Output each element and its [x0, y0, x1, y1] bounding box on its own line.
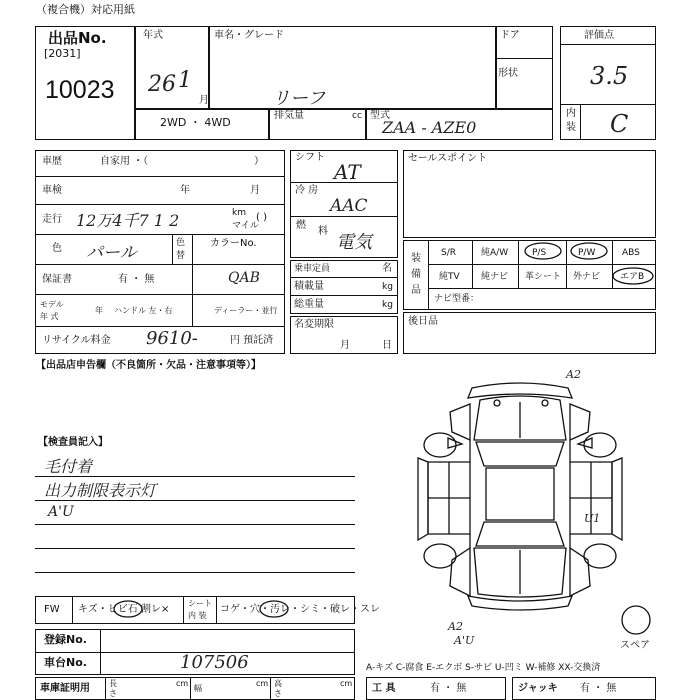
damage-legend: A-キズ C-腐食 E-エクボ S-サビ U-凹ミ W-補修 XX-交換済: [366, 663, 601, 673]
color-change-label-2: 替: [176, 251, 186, 261]
weight-unit: kg: [382, 300, 393, 310]
door-label: ドア: [500, 30, 520, 41]
warranty-label: 保証書: [42, 274, 72, 285]
model-value: ZAA - AZE0: [382, 118, 477, 137]
inspector-line-3: A'U: [48, 504, 74, 520]
year-label: 年式: [143, 30, 163, 41]
inspector-line-2: 出力制限表示灯: [44, 481, 157, 500]
tools-options: 有 ・ 無: [430, 683, 467, 694]
equip-alloy-wheel: 純A/W: [481, 248, 509, 258]
fuel-label-1: 燃: [296, 220, 306, 231]
name-value: リーフ: [272, 88, 326, 109]
recycle-value: 9610-: [146, 328, 198, 349]
seller-notes-label: 【出品店申告欄（不良箇所・欠品・注意事項等）】: [36, 360, 261, 371]
lot-label: 出品No.: [48, 29, 107, 47]
load-unit: kg: [382, 282, 393, 292]
tools-label: 工 具: [372, 683, 396, 694]
reg-close: ）: [254, 156, 264, 167]
color-no-label: カラーNo.: [210, 238, 257, 249]
inspection-month-unit: 月: [250, 185, 260, 196]
length-label-2: さ: [109, 689, 117, 698]
warranty-options: 有 ・ 無: [118, 274, 155, 285]
inspector-label: 【検査員記入】: [38, 437, 108, 448]
shift-label: シフト: [295, 152, 325, 163]
weight-label: 総重量: [294, 299, 324, 310]
equip-ext-navi: 外ナビ: [573, 272, 601, 282]
cc-label: cc: [352, 111, 362, 121]
color-label: 色: [52, 243, 62, 254]
sheet-label-1: シート: [188, 599, 212, 608]
paper-note: （複合機）対応用紙: [36, 3, 135, 16]
history-box: [35, 150, 285, 354]
length-cm: cm: [176, 679, 189, 688]
lot-number: 10023: [45, 76, 115, 104]
equip-leather-seat: 革シート: [525, 272, 562, 282]
equipment-label-2: 備: [411, 269, 421, 280]
month-value: 1: [178, 68, 192, 93]
chassis-label: 車台No.: [44, 656, 87, 669]
diagram-mark-front: A2: [566, 368, 581, 381]
equip-navi: 純ナビ: [481, 272, 509, 282]
mileage-paren: ( ): [256, 212, 267, 223]
shape-label: 形状: [498, 68, 518, 79]
recycle-label: リサイクル料金: [42, 335, 111, 346]
interior-value: C: [610, 110, 629, 138]
reg-value: 自家用 ・（: [100, 156, 149, 167]
interior-label-1: 内: [566, 108, 576, 119]
diagram-mark-side: U1: [584, 512, 601, 525]
width-label: 幅: [194, 684, 202, 693]
chassis-value: 107506: [180, 652, 249, 673]
sales-label: セールスポイント: [408, 153, 488, 164]
deadline-month: 月: [340, 340, 350, 351]
ac-value: AAC: [330, 196, 368, 216]
deadline-label: 名変期限: [294, 319, 334, 330]
drive-label: 2WD ・ 4WD: [160, 116, 231, 129]
mile-label: マイル: [232, 221, 259, 231]
sheet-label-2: 内 装: [188, 611, 207, 620]
sheet-items: コゲ・穴・汚レ・シミ・破レ・スレ: [220, 604, 380, 615]
color-value: パール: [86, 243, 137, 263]
reg-no-label: 登録No.: [44, 633, 87, 646]
height-cm: cm: [340, 679, 353, 688]
fw-items: キズ・ヒビ石 割レ×: [78, 604, 170, 615]
color-no-value: QAB: [228, 270, 260, 286]
diagram-mark-rear-2: A'U: [454, 634, 475, 647]
model-year-label-1: モデル: [40, 300, 64, 309]
navi-model-label: ナビ型番：: [434, 294, 480, 304]
capacity-label: 乗車定員: [294, 264, 331, 274]
diagram-mark-rear: A2: [448, 620, 463, 633]
fuel-value: 電気: [336, 232, 372, 253]
color-change-label-1: 色: [176, 238, 186, 248]
height-label-2: さ: [274, 689, 282, 698]
deadline-day: 日: [382, 340, 392, 351]
equipment-label-3: 品: [411, 285, 421, 296]
mileage-value: 12万4千7 1 2: [76, 211, 180, 230]
year-value: 26: [148, 72, 176, 97]
equip-airbag: エアB: [620, 272, 645, 282]
width-cm: cm: [256, 679, 269, 688]
load-label: 積載量: [294, 281, 324, 292]
equip-abs: ABS: [622, 248, 640, 258]
equipment-label-1: 装: [411, 253, 421, 264]
score-value: 3.5: [590, 62, 629, 90]
interior-label-2: 装: [566, 122, 576, 133]
inspection-label: 車検: [42, 185, 62, 196]
jack-options: 有 ・ 無: [580, 683, 617, 694]
lot-small-code: [2031]: [44, 47, 81, 60]
jack-label: ジャッキ: [518, 683, 558, 694]
garage-label: 車庫証明用: [40, 683, 90, 694]
recycle-unit: 円 預託済: [230, 335, 274, 346]
inspector-line-1: 毛付着: [44, 457, 93, 476]
model-label: 型式: [370, 110, 390, 121]
shift-value: AT: [334, 160, 361, 184]
equip-tv: 純TV: [439, 272, 460, 282]
equip-power-window: P/W: [578, 248, 596, 258]
fw-label: FW: [44, 604, 60, 615]
height-label-1: 高: [274, 679, 282, 688]
displacement-label: 排気量: [274, 110, 304, 121]
fuel-label-2: 料: [318, 226, 328, 237]
reg-label: 車歴: [42, 156, 62, 167]
handle-label: ハンドル 左・右: [114, 306, 173, 315]
dealer-label: ディーラー・並行: [214, 306, 278, 315]
capacity-unit: 名: [382, 263, 392, 274]
km-label: km: [232, 208, 246, 218]
spare-label: スペア: [620, 640, 650, 651]
equip-power-steering: P/S: [532, 248, 547, 258]
inspection-year-unit: 年: [180, 185, 190, 196]
mileage-label: 走行: [42, 214, 62, 225]
month-unit: 月: [199, 95, 209, 106]
aftermarket-label: 後日品: [408, 316, 438, 327]
name-label: 車名・グレード: [214, 30, 284, 41]
model-year-label-2: 年 式: [40, 312, 59, 321]
length-label-1: 長: [109, 679, 117, 688]
aftermarket-box: [403, 312, 656, 354]
score-label: 評価点: [584, 30, 614, 41]
equip-sr: S/R: [441, 248, 456, 258]
ac-label: 冷 房: [295, 185, 319, 196]
model-year-unit: 年: [95, 306, 103, 315]
